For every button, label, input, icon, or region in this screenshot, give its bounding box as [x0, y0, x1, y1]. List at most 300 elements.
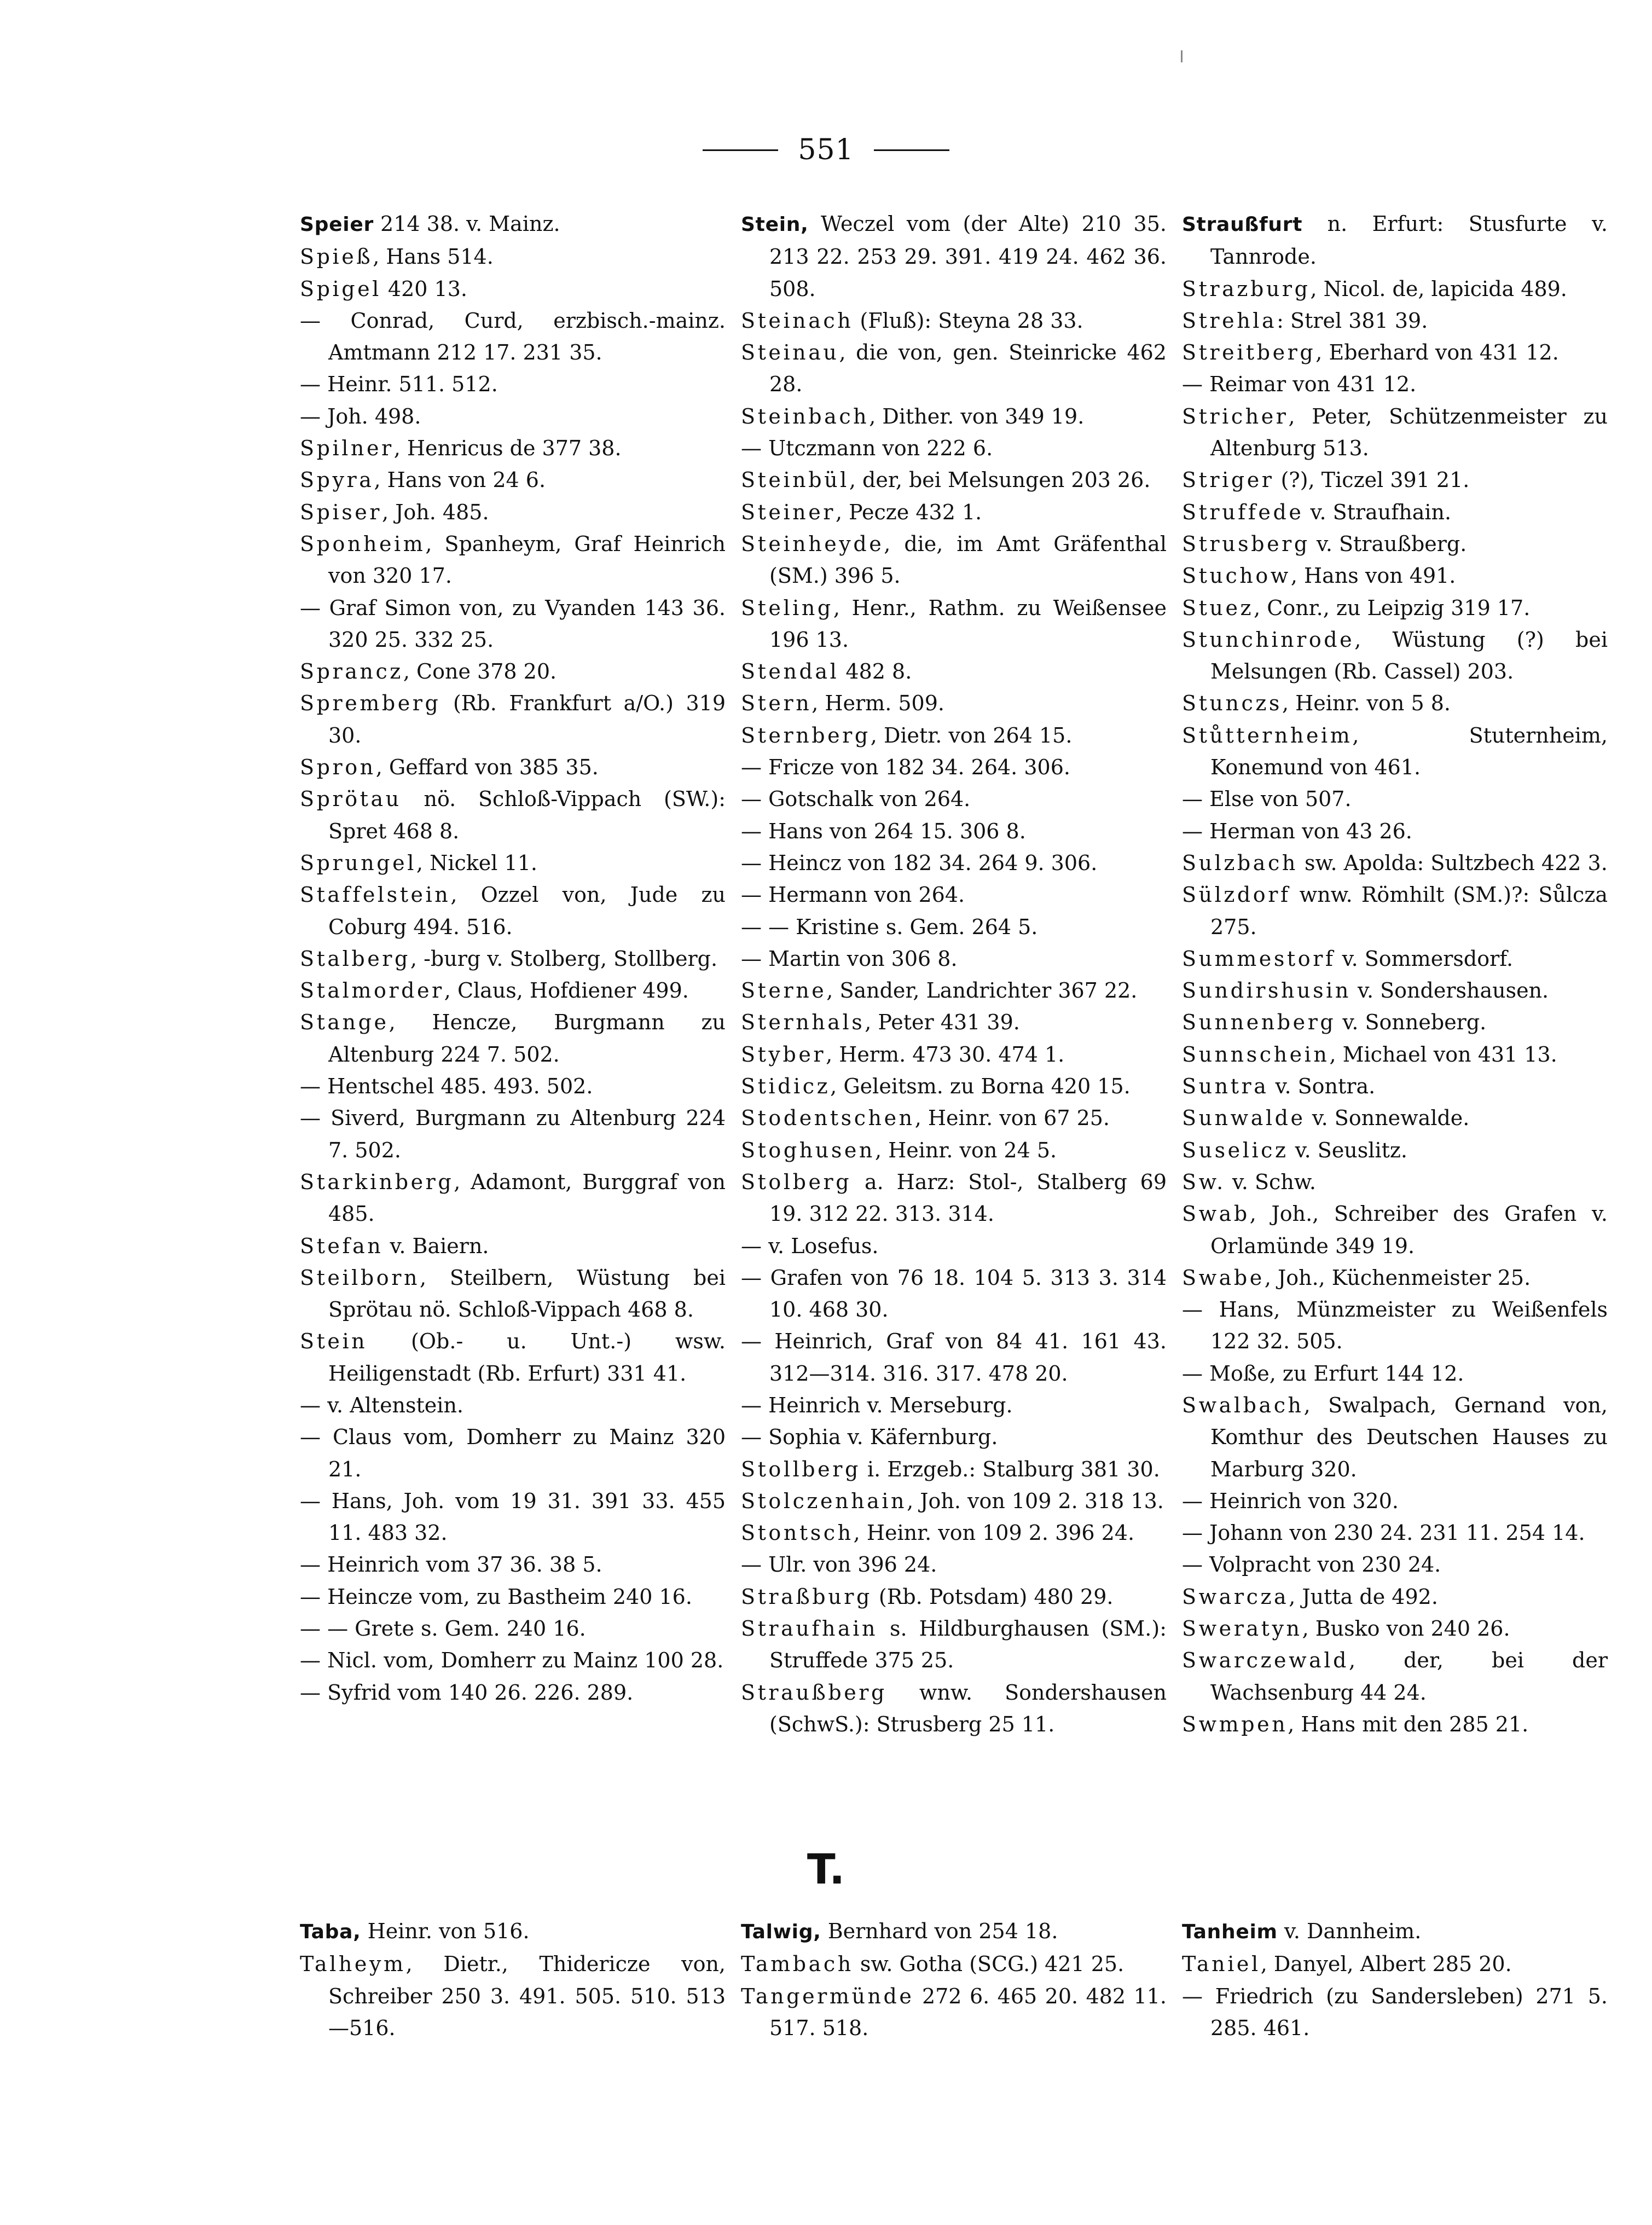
index-entry [300, 496, 726, 528]
index-entry [1182, 1980, 1608, 2044]
index-entry [1182, 943, 1608, 975]
index-entry [1182, 720, 1608, 784]
index-entry [300, 592, 726, 656]
entry-references: — Else von 507. [1182, 787, 1352, 812]
entry-headword: Sternhals [741, 1010, 865, 1035]
entry-headword: Sulzbach [1182, 850, 1298, 875]
entry-references: — Reimar von 431 12. [1182, 372, 1417, 397]
index-entry [741, 847, 1167, 879]
entry-references: , Sander, Landrichter 367 22. [826, 978, 1138, 1003]
entry-references: , Hans 514. [373, 245, 494, 269]
entry-headword: Steiner [741, 500, 836, 524]
entry-references: sw. Apolda: Sultzbech 422 3. [1297, 850, 1608, 875]
index-entry [741, 1039, 1167, 1070]
entry-references: , Nicol. de, lapicida 489. [1310, 276, 1567, 301]
entry-headword: Steilborn [300, 1265, 420, 1290]
index-entry [1182, 624, 1608, 688]
entry-headword: Taba, [300, 1921, 361, 1943]
index-entry [741, 1006, 1167, 1038]
entry-headword: Stunczs [1182, 691, 1282, 716]
entry-references: , Geleitsm. zu Borna 420 15. [830, 1074, 1131, 1099]
entry-references: v. Sondershausen. [1350, 978, 1549, 1003]
entry-references: , der, bei der Wachsenburg 44 24. [1210, 1648, 1608, 1705]
entry-references: Bernhard von 254 18. [821, 1919, 1058, 1943]
index-entry [300, 687, 726, 751]
index-entry [300, 1389, 726, 1421]
index-entry [1182, 1198, 1608, 1262]
entry-headword: Staffelstein [300, 883, 451, 907]
index-entry [741, 656, 1167, 687]
index-entry [741, 1453, 1167, 1485]
index-entry [300, 208, 726, 241]
index-columns-bottom [300, 1915, 1608, 2044]
entry-headword: Tambach [741, 1952, 854, 1977]
entry-headword: Steinbach [741, 404, 870, 428]
entry-references: v. Schw. [1225, 1169, 1316, 1194]
entry-headword: Speier [300, 213, 374, 236]
index-entry [741, 687, 1167, 719]
entry-headword: Swab [1182, 1202, 1250, 1226]
entry-references: , Peter, Schützenmeister zu Altenburg 513. [1210, 404, 1608, 461]
entry-references: v. Sonnewalde. [1305, 1106, 1470, 1131]
index-entry [300, 783, 726, 847]
entry-references: — Hans, Münzmeister zu Weißenfels 122 32. 505. [1182, 1297, 1608, 1354]
index-column-3 [1182, 208, 1608, 1740]
entry-references: , Peter 431 39. [865, 1010, 1020, 1035]
index-entry [741, 1485, 1167, 1517]
entry-headword: Swalbach [1182, 1393, 1304, 1417]
index-entry [300, 1581, 726, 1613]
index-entry [741, 1389, 1167, 1421]
index-entry [741, 1325, 1167, 1389]
index-entry [1182, 1006, 1608, 1038]
index-entry [741, 1070, 1167, 1102]
index-entry [1182, 1294, 1608, 1358]
index-entry [1182, 560, 1608, 592]
index-entry [1182, 273, 1608, 305]
entry-references: — Siverd, Burgmann zu Altenburg 224 7. 502. [300, 1106, 726, 1162]
entry-references: , Wüstung (?) bei Melsungen (Rb. Cassel) 203. [1210, 627, 1608, 684]
entry-references: , Henricus de 377 38. [393, 436, 622, 461]
entry-references: 482 8. [839, 659, 912, 684]
entry-references: , Joh. von 109 2. 318 13. [907, 1488, 1164, 1513]
index-entry [1182, 1070, 1608, 1102]
index-entry [741, 1102, 1167, 1134]
entry-headword: Stolczenhain [741, 1488, 907, 1513]
entry-references: , Henr., Rathm. zu Weißensee 196 13. [769, 595, 1167, 652]
index-entry [300, 1166, 726, 1230]
entry-headword: Swarcza [1182, 1584, 1289, 1609]
entry-headword: Talheym [300, 1952, 406, 1977]
index-entry [300, 368, 726, 400]
entry-references: , Busko von 240 26. [1302, 1616, 1510, 1641]
index-entry [300, 1549, 726, 1580]
entry-references: v. Seuslitz. [1288, 1138, 1407, 1162]
entry-references: , der, bei Melsungen 203 26. [849, 468, 1151, 492]
entry-headword: Straufhain [741, 1616, 878, 1641]
index-entry [1182, 1915, 1608, 1948]
entry-headword: Sponheim [300, 531, 426, 556]
entry-references: — Volpracht von 230 24. [1182, 1552, 1441, 1577]
index-entry [1182, 1102, 1608, 1134]
entry-headword: Stalmorder [300, 978, 444, 1003]
index-entry [300, 1262, 726, 1326]
entry-headword: Stoghusen [741, 1138, 875, 1162]
index-entry [741, 783, 1167, 815]
entry-references: , Hans von 491. [1290, 564, 1456, 588]
index-entry [1182, 1549, 1608, 1580]
index-entry [1182, 1948, 1608, 1980]
entry-references: — Syfrid vom 140 26. 226. 289. [300, 1680, 634, 1705]
entry-headword: Spieß [300, 245, 373, 269]
entry-references: Weczel vom (der Alte) 210 35. 213 22. 253 29. 391. 419 24. 462 36. 508. [769, 212, 1167, 301]
entry-references: — Utczmann von 222 6. [741, 436, 993, 461]
index-column-1 [300, 208, 726, 1740]
page-number: 551 [798, 134, 854, 166]
index-entry [1182, 975, 1608, 1006]
entry-references: a. Harz: Stol-, Stalberg 69 19. 312 22. 313. 314. [769, 1169, 1167, 1226]
index-entry [300, 528, 726, 592]
entry-references: , Hans mit den 285 21. [1288, 1712, 1529, 1736]
index-entry [1182, 1262, 1608, 1294]
index-entry [1182, 783, 1608, 815]
entry-references: — Grafen von 76 18. 104 5. 313 3. 314 10. 468 30. [741, 1265, 1167, 1322]
index-entry [1182, 305, 1608, 337]
entry-headword: Sprungel [300, 850, 416, 875]
entry-references: — Nicl. vom, Domherr zu Mainz 100 28. [300, 1648, 724, 1673]
entry-headword: Stontsch [741, 1521, 854, 1545]
index-entry [300, 1613, 726, 1644]
index-entry [1182, 1581, 1608, 1613]
entry-references: — Heinrich v. Merseburg. [741, 1393, 1013, 1417]
header-rule-right [874, 149, 949, 151]
entry-headword: Strusberg [1182, 531, 1310, 556]
entry-headword: Tanheim [1182, 1921, 1278, 1943]
entry-references: , Jutta de 492. [1289, 1584, 1438, 1609]
index-entry [300, 975, 726, 1006]
entry-headword: Sunnschein [1182, 1042, 1330, 1067]
entry-headword: Summestorf [1182, 946, 1336, 971]
entry-references: , Dietr. von 264 15. [870, 723, 1073, 748]
entry-references: , Stuternheim, Konemund von 461. [1210, 723, 1608, 780]
index-entry [741, 879, 1167, 911]
entry-references: , Dither. von 349 19. [869, 404, 1085, 428]
entry-references: (Rb. Frankfurt a/O.) 319 30. [328, 691, 726, 748]
index-entry [300, 1325, 726, 1389]
entry-headword: Spiser [300, 500, 382, 524]
entry-headword: Sw. [1182, 1169, 1226, 1194]
index-entry [741, 1980, 1167, 2044]
entry-references: , die, im Amt Gräfenthal (SM.) 396 5. [769, 531, 1167, 588]
entry-references: , Dietr., Thidericze von, Schreiber 250 3. 491. 505. 510. 513—516. [328, 1952, 726, 2040]
index-entry [300, 305, 726, 369]
index-entry [741, 911, 1167, 943]
entry-headword: Sundirshusin [1182, 978, 1351, 1003]
index-entry [1182, 368, 1608, 400]
entry-headword: Steinheyde [741, 531, 884, 556]
index-entry [300, 1948, 726, 2044]
entry-references: — Sophia v. Käfernburg. [741, 1425, 998, 1450]
index-entry [1182, 1358, 1608, 1389]
index-entry [741, 1134, 1167, 1166]
index-entry [741, 1230, 1167, 1262]
index-entry [1182, 401, 1608, 465]
entry-headword: Stendal [741, 659, 839, 684]
index-entry [1182, 1485, 1608, 1517]
entry-references: : Strel 381 39. [1277, 308, 1428, 333]
entry-references: — Hans, Joh. vom 19 31. 391 33. 455 11. 483 32. [300, 1488, 726, 1545]
entry-headword: Stein, [741, 213, 809, 236]
entry-headword: Stollberg [741, 1457, 861, 1481]
entry-references: — Johann von 230 24. 231 11. 254 14. [1182, 1521, 1585, 1545]
entry-references: (?), Ticzel 391 21. [1274, 468, 1470, 492]
entry-references: v. Sonneberg. [1336, 1010, 1487, 1035]
index-entry [741, 720, 1167, 751]
entry-references: , Herm. 509. [811, 691, 944, 716]
entry-headword: Talwig, [741, 1921, 821, 1943]
entry-references: v. Sontra. [1268, 1074, 1376, 1099]
entry-headword: Steinbül [741, 468, 849, 492]
entry-references: (Rb. Potsdam) 480 29. [872, 1584, 1114, 1609]
entry-headword: Suntra [1182, 1074, 1269, 1099]
entry-references: v. Straufhain. [1303, 500, 1452, 524]
entry-references: — Herman von 43 26. [1182, 819, 1412, 843]
entry-headword: Suselicz [1182, 1138, 1289, 1162]
entry-references: , Steilbern, Wüstung bei Sprötau nö. Schloß-Vippach 468 8. [328, 1265, 726, 1322]
entry-references: , Swalpach, Gernand von, Komthur des Deutschen Hauses zu Marburg 320. [1210, 1393, 1608, 1481]
entry-headword: Sweratyn [1182, 1616, 1302, 1641]
index-entry [1182, 1134, 1608, 1166]
entry-references: — — Grete s. Gem. 240 16. [300, 1616, 586, 1641]
index-entry [300, 943, 726, 975]
index-entry [300, 751, 726, 783]
index-entry [1182, 1389, 1608, 1485]
entry-references: , Ozzel von, Jude zu Coburg 494. 516. [328, 883, 726, 939]
index-entry [741, 1915, 1167, 1948]
index-entry [741, 208, 1167, 305]
entry-references: n. Erfurt: Stusfurte v. Tannrode. [1210, 212, 1608, 269]
entry-references: — Heinr. 511. 512. [300, 372, 498, 397]
entry-references: , Eberhard von 431 12. [1315, 340, 1559, 365]
index-entry [741, 1581, 1167, 1613]
index-entry [300, 1421, 726, 1485]
entry-references: v. Baiern. [383, 1233, 489, 1258]
entry-references: (Ob.- u. Unt.-) wsw. Heiligenstadt (Rb. Erfurt) 331 41. [328, 1329, 726, 1386]
index-entry [741, 1262, 1167, 1326]
entry-headword: Straßburg [741, 1584, 872, 1609]
t-index-column-2 [741, 1915, 1167, 2044]
entry-references: , Joh., Schreiber des Grafen v. Orlamünde 349 19. [1210, 1202, 1608, 1258]
entry-headword: Stern [741, 691, 812, 716]
entry-headword: Stidicz [741, 1074, 831, 1099]
index-entry [741, 528, 1167, 592]
entry-headword: Stunchinrode [1182, 627, 1355, 652]
entry-references: — Claus vom, Domherr zu Mainz 320 21. [300, 1425, 726, 1481]
index-entry [741, 1517, 1167, 1549]
entry-headword: Sternberg [741, 723, 871, 748]
index-entry [1182, 1708, 1608, 1740]
entry-headword: Strehla [1182, 308, 1277, 333]
entry-headword: Streitberg [1182, 340, 1316, 365]
entry-references: , Joh., Küchenmeister 25. [1264, 1265, 1531, 1290]
entry-headword: Stolberg [741, 1169, 852, 1194]
entry-headword: Struffede [1182, 500, 1304, 524]
index-entry [741, 1613, 1167, 1677]
index-entry [741, 432, 1167, 464]
entry-headword: Stuchow [1182, 564, 1291, 588]
entry-headword: Strazburg [1182, 276, 1311, 301]
entry-references: sw. Gotha (SCG.) 421 25. [853, 1952, 1124, 1977]
entry-references: i. Erzgeb.: Stalburg 381 30. [860, 1457, 1160, 1481]
entry-references: — Heinrich vom 37 36. 38 5. [300, 1552, 602, 1577]
entry-headword: Stefan [300, 1233, 384, 1258]
entry-headword: Spigel [300, 276, 381, 301]
entry-references: , Nickel 11. [416, 850, 537, 875]
entry-references: (Fluß): Steyna 28 33. [853, 308, 1083, 333]
index-entry [1182, 687, 1608, 719]
entry-references: , Hencze, Burgmann zu Altenburg 224 7. 502. [328, 1010, 726, 1067]
entry-headword: Stůtternheim [1182, 723, 1353, 748]
index-entry [1182, 337, 1608, 368]
index-entry [300, 1915, 726, 1948]
entry-references: — Heincze vom, zu Bastheim 240 16. [300, 1584, 692, 1609]
entry-references: , Spanheym, Graf Heinrich von 320 17. [328, 531, 726, 588]
entry-references: — Heinrich von 320. [1182, 1488, 1399, 1513]
scan-mark [1181, 50, 1183, 62]
entry-headword: Spilner [300, 436, 394, 461]
index-entry [300, 1070, 726, 1102]
entry-headword: Straußberg [741, 1680, 887, 1705]
entry-references: — Moße, zu Erfurt 144 12. [1182, 1361, 1464, 1386]
index-entry [300, 1644, 726, 1676]
entry-headword: Swabe [1182, 1265, 1265, 1290]
index-column-2 [741, 208, 1167, 1740]
entry-headword: Striger [1182, 468, 1274, 492]
entry-headword: Straußfurt [1182, 213, 1303, 236]
index-entry [1182, 496, 1608, 528]
entry-headword: Stodentschen [741, 1106, 915, 1131]
entry-headword: Steinach [741, 308, 854, 333]
entry-references: — — Kristine s. Gem. 264 5. [741, 914, 1038, 939]
entry-references: — Martin von 306 8. [741, 946, 958, 971]
entry-headword: Sunwalde [1182, 1106, 1306, 1131]
entry-references: 214 38. v. Mainz. [373, 212, 560, 236]
entry-headword: Stalberg [300, 946, 410, 971]
index-entry [1182, 879, 1608, 943]
index-entry [1182, 1039, 1608, 1070]
entry-references: — Friedrich (zu Sandersleben) 271 5. 285. 461. [1182, 1984, 1608, 2040]
entry-references: — Hans von 264 15. 306 8. [741, 819, 1026, 843]
entry-headword: Taniel [1182, 1952, 1261, 1977]
index-entry [1182, 528, 1608, 560]
entry-headword: Stuez [1182, 595, 1254, 620]
entry-headword: Tangermünde [741, 1984, 914, 2008]
index-entry [1182, 208, 1608, 273]
entry-headword: Spyra [300, 468, 374, 492]
index-entry [1182, 592, 1608, 624]
entry-references: 272 6. 465 20. 482 11. 517. 518. [769, 1984, 1167, 2040]
entry-references: — Graf Simon von, zu Vyanden 143 36. 320 25. 332 25. [300, 595, 726, 652]
entry-references: — Joh. 498. [300, 404, 421, 428]
entry-references: , Conr., zu Leipzig 319 17. [1254, 595, 1531, 620]
entry-references: s. Hildburghausen (SM.): Struffede 375 25. [769, 1616, 1167, 1673]
index-entry [741, 401, 1167, 432]
index-entry [1182, 815, 1608, 847]
entry-references: , Pecze 432 1. [836, 500, 982, 524]
entry-references: , Heinr. von 5 8. [1282, 691, 1451, 716]
index-entry [300, 241, 726, 273]
entry-headword: Spremberg [300, 691, 441, 716]
entry-references: , Adamont, Burggraf von 485. [328, 1169, 726, 1226]
index-entry [1182, 1613, 1608, 1644]
index-entry [300, 1677, 726, 1708]
index-entry [1182, 847, 1608, 879]
entry-headword: Stein [300, 1329, 368, 1354]
index-entry [741, 337, 1167, 401]
section-letter-heading: T. [807, 1845, 845, 1893]
header-rule-left [703, 149, 778, 151]
index-entry [300, 273, 726, 305]
t-index-column-3 [1182, 1915, 1608, 2044]
entry-headword: Steinau [741, 340, 839, 365]
index-entry [300, 1230, 726, 1262]
entry-headword: Stange [300, 1010, 389, 1035]
index-entry [1182, 1166, 1608, 1198]
entry-references: — Gotschalk von 264. [741, 787, 971, 812]
t-index-column-1 [300, 1915, 726, 2044]
index-entry [741, 751, 1167, 783]
entry-references: — Heinrich, Graf von 84 41. 161 43. 312—314. 316. 317. 478 20. [741, 1329, 1167, 1386]
entry-references: , Claus, Hofdiener 499. [444, 978, 689, 1003]
index-entry [300, 432, 726, 464]
index-entry [741, 1549, 1167, 1580]
index-entry [300, 656, 726, 687]
entry-references: wnw. Sondershausen (SchwS.): Strusberg 25 11. [769, 1680, 1167, 1736]
entry-references: , Geffard von 385 35. [375, 755, 599, 780]
entry-references: , Hans von 24 6. [374, 468, 546, 492]
page-header [0, 136, 1652, 164]
entry-references: , Danyel, Albert 285 20. [1260, 1952, 1512, 1977]
index-entry [741, 305, 1167, 337]
index-entry [741, 1166, 1167, 1230]
entry-headword: Spron [300, 755, 376, 780]
entry-references: , Michael von 431 13. [1329, 1042, 1557, 1067]
entry-headword: Sülzdorf [1182, 883, 1291, 907]
index-columns-top [300, 208, 1608, 1740]
entry-references: nö. Schloß-Vippach (SW.): Spret 468 8. [328, 787, 726, 843]
index-entry [741, 815, 1167, 847]
index-entry [300, 401, 726, 432]
entry-headword: Starkinberg [300, 1169, 454, 1194]
index-entry [741, 592, 1167, 656]
entry-references: wnw. Römhilt (SM.)?: Sůlcza 275. [1210, 883, 1608, 939]
entry-headword: Swarczewald [1182, 1648, 1349, 1673]
entry-references: — Ulr. von 396 24. [741, 1552, 937, 1577]
entry-headword: Styber [741, 1042, 826, 1067]
entry-headword: Sunnenberg [1182, 1010, 1336, 1035]
index-entry [741, 943, 1167, 975]
index-entry [741, 1421, 1167, 1453]
index-entry [300, 1006, 726, 1070]
entry-headword: Sprancz [300, 659, 403, 684]
entry-references: — Fricze von 182 34. 264. 306. [741, 755, 1070, 780]
entry-headword: Swmpen [1182, 1712, 1288, 1736]
index-entry [741, 1677, 1167, 1741]
entry-references: , Herm. 473 30. 474 1. [826, 1042, 1065, 1067]
entry-references: — Hentschel 485. 493. 502. [300, 1074, 593, 1099]
entry-references: , Heinr. von 67 25. [914, 1106, 1110, 1131]
entry-references: , die von, gen. Steinricke 462 28. [769, 340, 1167, 397]
